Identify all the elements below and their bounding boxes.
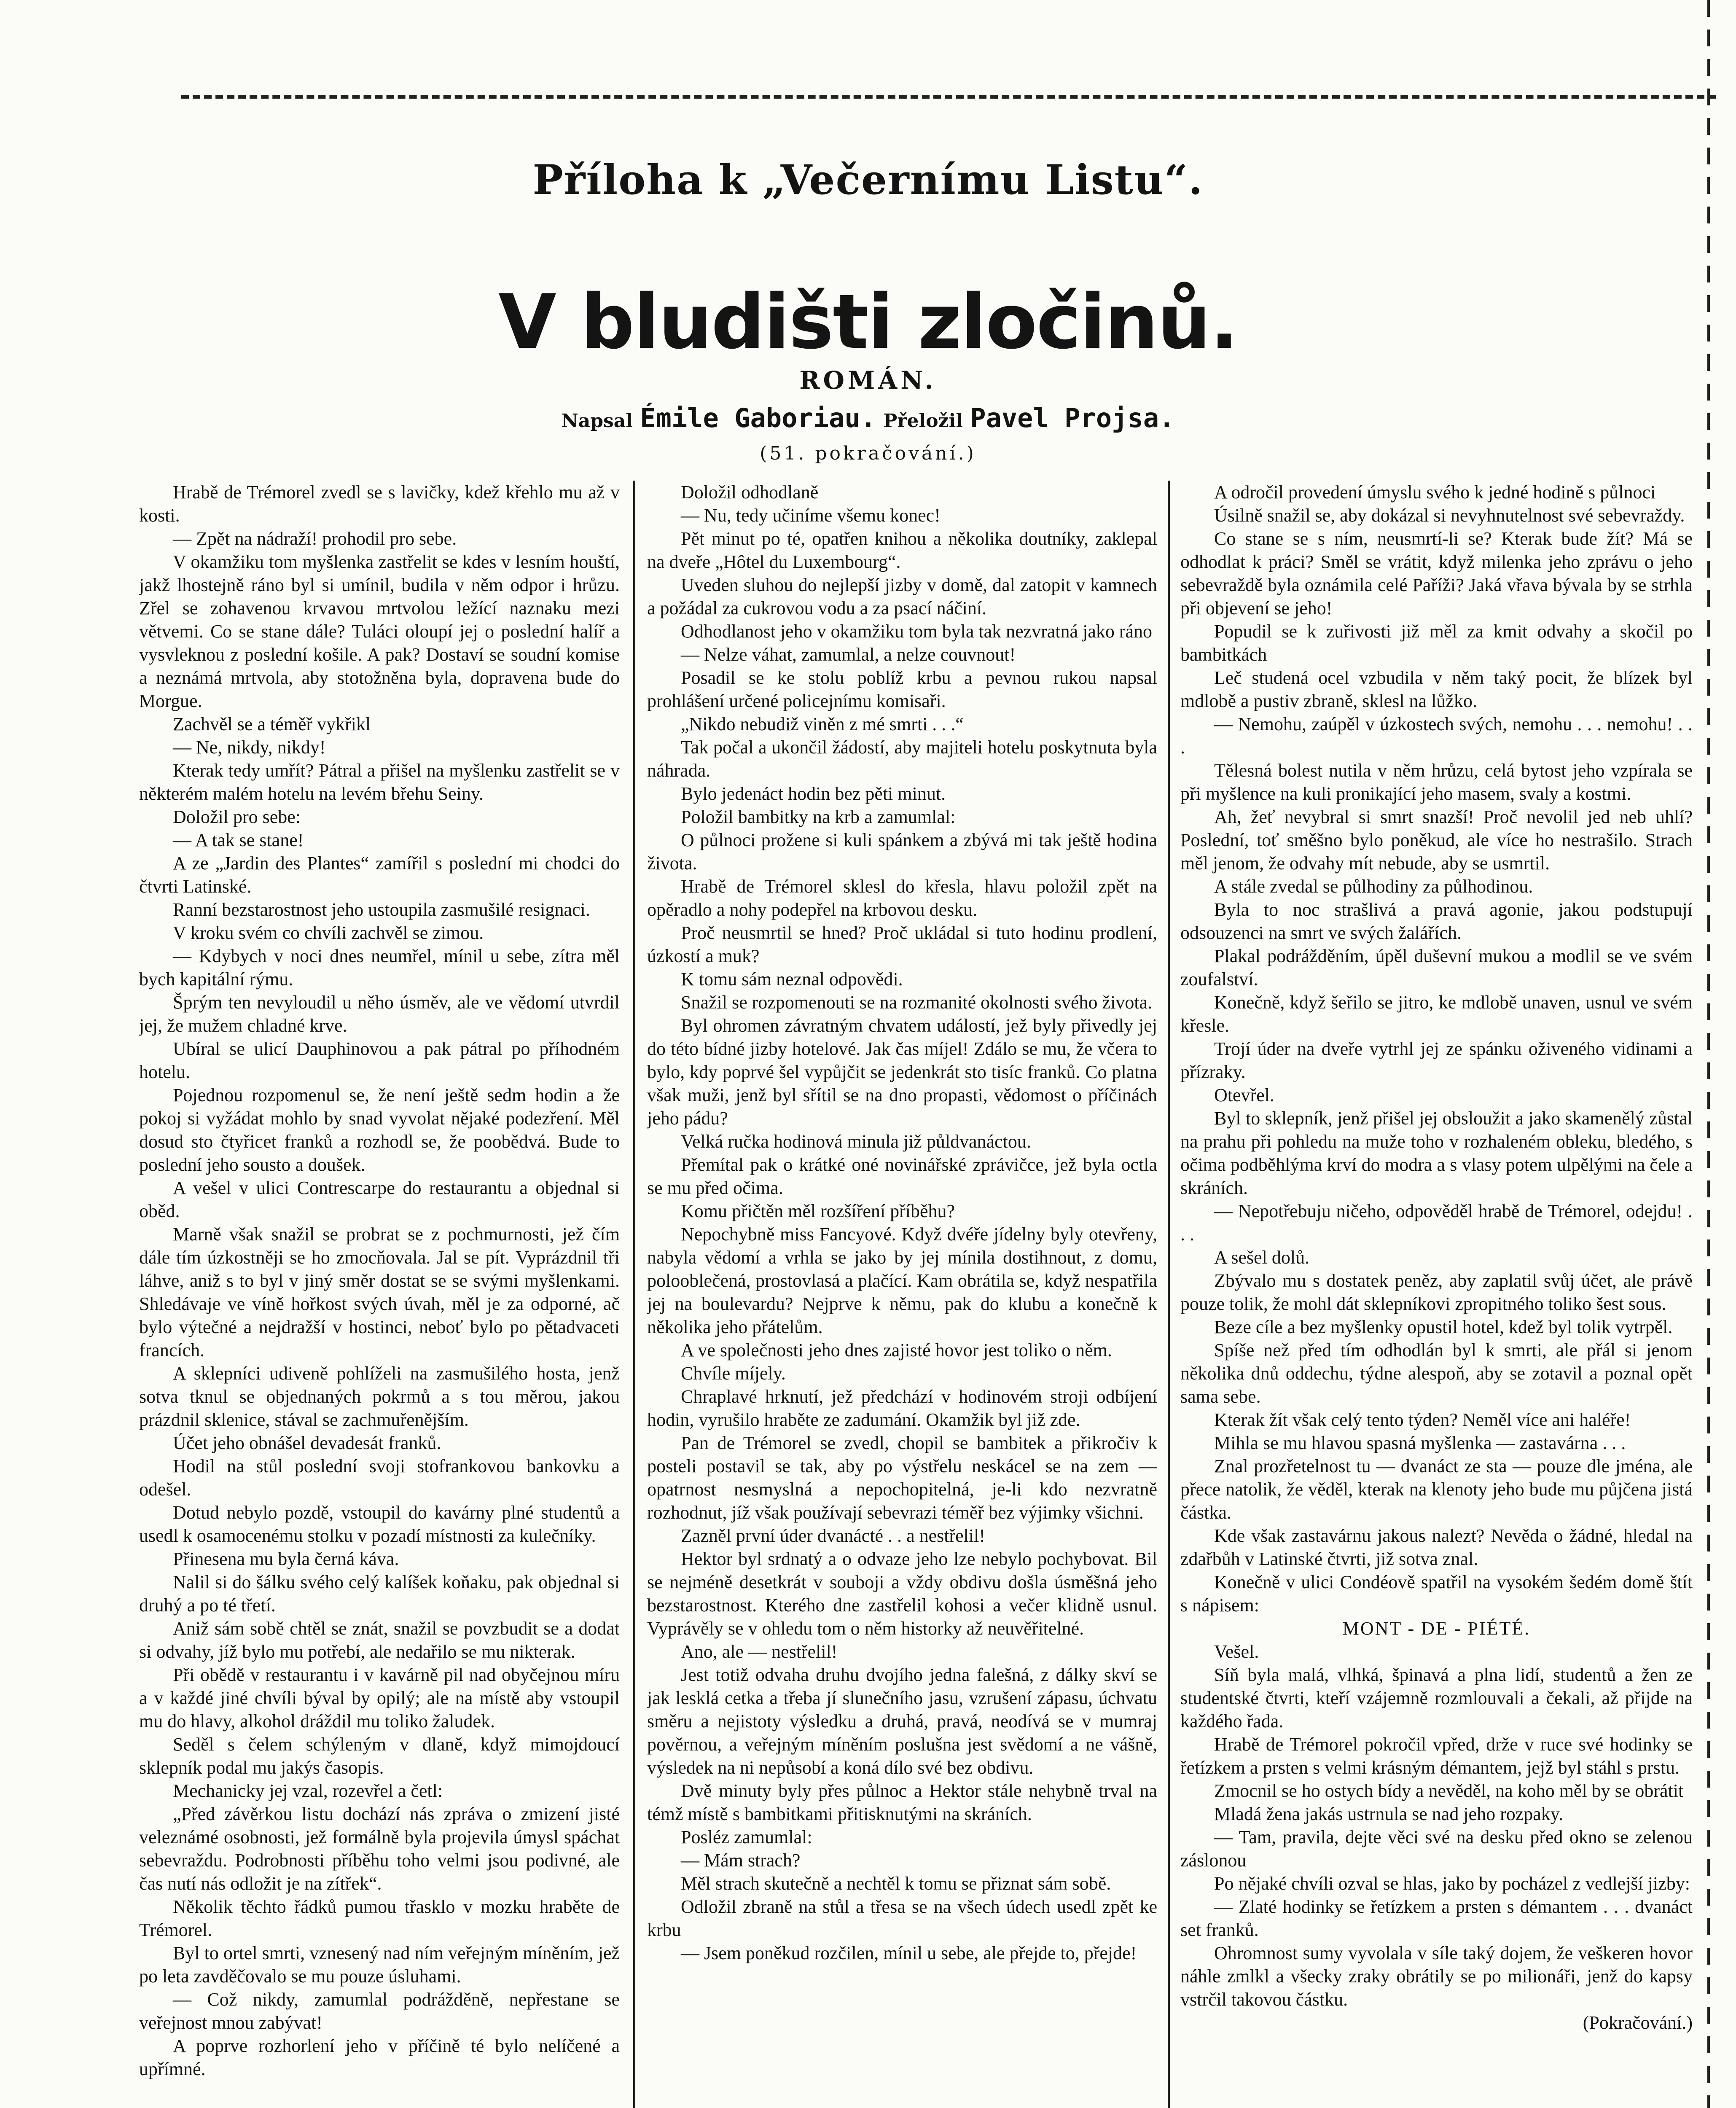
paragraph: — Kdybych v noci dnes neumřel, mínil u sebe, zítra měl bych kapitální rýmu.	[139, 946, 620, 989]
translator-name: Pavel Projsa.	[970, 403, 1175, 433]
paragraph: Trojí úder na dveře vytrhl jej ze spánku oživeného vidinami a přízraky.	[1180, 1038, 1693, 1082]
paragraph: Zmocnil se ho ostych bídy a nevěděl, na koho měl by se obrátit	[1214, 1780, 1684, 1801]
paragraph: Ano, ale — nestřelil!	[681, 1641, 838, 1662]
paragraph: Mladá žena jakás ustrnula se nad jeho rozpaky.	[1214, 1804, 1563, 1824]
paragraph: Pan de Trémorel se zvedl, chopil se bambitek a přikročiv k posteli postavil se tak, aby po výstřelu neskácel se na zem — opatrnost nesmyslná a nepochopitelná, je-li kdo nezvratně rozhodnut, jíž však používají sebevrazi téměř bez výjimky všichni.	[647, 1433, 1157, 1523]
paragraph: Otevřel.	[1214, 1085, 1274, 1105]
paragraph: Kterak žít však celý tento týden? Neměl více ani haléře!	[1214, 1409, 1631, 1430]
paragraph: Mechanicky jej vzal, rozevřel a četl:	[173, 1780, 443, 1801]
paragraph: Síň byla malá, vlhká, špinavá a plna lidí, studentů a žen ze studentské čtvrti, kteří vzájemně rozmlouvali a čekali, až přijde na každého řada.	[1180, 1664, 1693, 1732]
byline-translated: Přeložil	[883, 410, 963, 432]
paragraph: Bylo jedenáct hodin bez pěti minut.	[681, 783, 946, 804]
paragraph: Konečně v ulici Condéově spatřil na vysokém šedém domě štít s nápisem:	[1180, 1572, 1693, 1616]
paragraph: — Zlaté hodinky se řetízkem a prsten s démantem . . . dvanáct set franků.	[1180, 1896, 1693, 1940]
paragraph: Úsilně snažil se, aby dokázal si nevyhnutelnost své sebevraždy.	[1214, 505, 1685, 526]
paragraph: Snažil se rozpomenouti se na rozmanité okolnosti svého života.	[681, 992, 1153, 1013]
paragraph: — Jsem poněkud rozčilen, mínil u sebe, ale přejde to, přejde!	[681, 1943, 1137, 1963]
installment-number: (51. pokračování.)	[760, 443, 976, 464]
paragraph: Dvě minuty byly přes půlnoc a Hektor stále nehybně trval na témž místě s bambitkami přitisknutými na skráních.	[647, 1780, 1157, 1824]
column-separator	[633, 481, 635, 2108]
paragraph: Pět minut po té, opatřen knihou a několika doutníky, zaklepal na dveře „Hôtel du Luxembourg“.	[647, 528, 1157, 572]
byline	[0, 403, 1736, 433]
paragraph: Popudil se k zuřivosti již měl za kmit odvahy a skočil po bambitkách	[1180, 621, 1693, 665]
paragraph: Posléz zamumlal:	[681, 1827, 812, 1847]
paragraph: Komu přičtěn měl rozšíření příběhu?	[681, 1201, 955, 1221]
paragraph: A sklepníci udiveně pohlíželi na zasmušilého hosta, jenž sotva tknul se objednaných pokrmů a s tou měrou, jakou prázdnil sklenice, stával se zachmuřenějším.	[139, 1363, 620, 1430]
paragraph: Přinesena mu byla černá káva.	[173, 1549, 399, 1569]
paragraph: — Tam, pravila, dejte věci své na desku před okno se zelenou záslonou	[1180, 1827, 1693, 1871]
paragraph: V okamžiku tom myšlenka zastřelit se kdes v lesním houští, jakž lhostejně ráno byl si umínil, budila v něm odpor i hrůzu. Zřel se zohavenou krvavou mrtvolou ležící naznaku mezi větvemi. Co se stane dále? Tuláci oloupí jej o poslední halíř a vysvleknou z poslední košile. A pak? Dostaví se soudní komise a neznámá mrtvola, aby stotožněna byla, dopravena bude do Morgue.	[139, 551, 620, 711]
paragraph: Měl strach skutečně a nechtěl k tomu se přiznat sám sobě.	[681, 1873, 1111, 1894]
paragraph: — Nu, tedy učiníme všemu konec!	[681, 505, 941, 526]
paragraph: Nepochybně miss Fancyové. Když dvéře jídelny byly otevřeny, nabyla vědomí a vrhla se jako by jej mínila dostihnout, z domu, polooblečená, prostovlasá a plačící. Kam obrátila se, když nespatřila jej na boulevardu? Nejprve k němu, pak do klubu a konečně k několika jeho přátelům.	[647, 1224, 1157, 1337]
byline-wrote: Napsal	[561, 410, 633, 432]
paragraph: Položil bambitky na krb a zamumlal:	[681, 807, 956, 827]
paragraph: Zazněl první úder dvanácté . . a nestřelil!	[681, 1525, 986, 1546]
paragraph: Odhodlanost jeho v okamžiku tom byla tak nezvratná jako ráno	[681, 621, 1153, 642]
paragraph: Chvíle míjely.	[681, 1363, 786, 1384]
paragraph: Zbývalo mu s dostatek peněz, aby zaplatil svůj účet, ale právě pouze tolik, že mohl dát sklepníkovi zpropitného toliko šest sous.	[1180, 1270, 1693, 1314]
paragraph: K tomu sám neznal odpovědi.	[681, 969, 903, 989]
paragraph: Tělesná bolest nutila v něm hrůzu, celá bytost jeho vzpírala se při myšlence na kuli pronikající jeho masem, svaly a kostmi.	[1180, 760, 1693, 804]
paragraph: Seděl s čelem schýleným v dlaně, když mimojdoucí sklepník podal mu jakýs časopis.	[139, 1734, 620, 1778]
paragraph: „Nikdo nebudiž viněn z mé smrti . . .“	[681, 714, 964, 734]
novel-title: V bludišti zločinů.	[498, 278, 1238, 366]
paragraph: Účet jeho obnášel devadesát franků.	[173, 1433, 441, 1453]
paragraph: Znal prozřetelnost tu — dvanáct ze sta — pouze dle jména, ale přece natolik, že věděl, kterak na klenoty jeho bude mu půjčena jistá částka.	[1180, 1456, 1693, 1523]
paragraph: Kterak tedy umřít? Pátral a přišel na myšlenku zastřelit se v některém malém hotelu na levém břehu Seiny.	[139, 760, 620, 804]
paragraph: Při obědě v restaurantu i v kavárně pil nad obyčejnou míru a v každé jiné chvíli býval by opilý; ale na místě aby vstoupil mu do hlavy, alkohol dráždil mu toliko žaludek.	[139, 1664, 620, 1732]
paragraph: Odložil zbraně na stůl a třesa se na všech údech usedl zpět ke krbu	[647, 1896, 1157, 1940]
paragraph: A odročil provedení úmyslu svého k jedné hodině s půlnoci	[1214, 482, 1656, 503]
top-dashed-rule	[181, 95, 1716, 99]
paragraph: A ze „Jardin des Plantes“ zamířil s poslední mi chodci do čtvrti Latinské.	[139, 853, 620, 897]
paragraph: Byla to noc strašlivá a pravá agonie, jakou podstupují odsouzenci na smrt ve svých žalářích.	[1180, 899, 1693, 943]
paragraph: Hektor byl srdnatý a o odvaze jeho lze nebylo pochybovat. Bil se nejméně desetkrát v souboji a vždy obdivu došla úsměšná jeho bezstarostnost. Kterého dne zastřelil kohosi a večer klidně usnul. Vyprávěly se v ohledu tom o něm historky až neuvěřitelné.	[647, 1549, 1157, 1639]
paragraph: Zachvěl se a téměř vykřikl	[173, 714, 371, 734]
paragraph: A sešel dolů.	[1214, 1247, 1310, 1268]
paragraph: Několik těchto řádků pumou třasklo v mozku hraběte de Trémorel.	[139, 1896, 620, 1940]
text-column-2	[647, 481, 1157, 2108]
paragraph: Uveden sluhou do nejlepší jizby v domě, dal zatopit v kamnech a požádal za cukrovou vodu a za psací náčiní.	[647, 575, 1157, 618]
paragraph: — Nelze váhat, zamumlal, a nelze couvnout!	[681, 644, 1016, 665]
paragraph: A poprve rozhorlení jeho v příčině té bylo nelíčené a upřímné.	[139, 2035, 620, 2079]
genre-label: ROMÁN.	[799, 366, 937, 395]
paragraph: Ohromnost sumy vyvolala v síle taký dojem, že veškeren hovor náhle zmlkl a všecky zraky obrátily se po milionáři, jenž do kapsy vstrčil takovou částku.	[1180, 1943, 1693, 2010]
text-column-3	[1180, 481, 1693, 2108]
text-column-1	[139, 481, 620, 2108]
paragraph: Byl ohromen závratným chvatem událostí, jež byly přivedly jej do této bídné jizby hotelové. Jak čas míjel! Zdálo se mu, že včera to bylo, kdy poprvé šel vypůjčit se jedenkrát sto tisíc franků. Co platna však muži, jenž byl sřítil se na dno propasti, vědomost o příčinách jeho pádu?	[647, 1015, 1157, 1129]
paragraph: Chraplavé hrknutí, jež předchází v hodinovém stroji odbíjení hodin, vyrušilo hraběte ze zadumání. Okamžik byl již zde.	[647, 1386, 1157, 1430]
paragraph: Jest totiž odvaha druhu dvojího jedna falešná, z dálky skví se jak lesklá cetka a třeba jí slunečního jasu, vzrušení zápasu, úchvatu směru a nejistoty výsledku a druhá, pravá, neodívá se v mumraj pověrnou, a veřejným míněním poslušna jest svědomí a ne vášně, výsledek na ni nepůsobí a koná dílo své bez obdivu.	[647, 1664, 1157, 1778]
paragraph: Hrabě de Trémorel zvedl se s lavičky, kdež křehlo mu až v kosti.	[139, 482, 620, 526]
paragraph: — Zpět na nádraží! prohodil pro sebe.	[173, 528, 457, 549]
paragraph: Hrabě de Trémorel sklesl do křesla, hlavu položil zpět na opěradlo a nohy podepřel na krbovou desku.	[647, 876, 1157, 920]
paragraph: Dotud nebylo pozdě, vstoupil do kavárny plné studentů a usedl k osamocenému stolku v pozadí místnosti za kulečníky.	[139, 1502, 620, 1546]
paragraph: A stále zvedal se půlhodiny za půlhodinou.	[1214, 876, 1533, 897]
paragraph: Mihla se mu hlavou spasná myšlenka — zastavárna . . .	[1214, 1433, 1626, 1453]
paragraph: Aniž sám sobě chtěl se znát, snažil se povzbudit se a dodat si odvahy, jíž bylo mu potřebí, ale nedařilo se mu nikterak.	[139, 1618, 620, 1662]
paragraph: Kde však zastavárnu jakous nalezt? Nevěda o žádné, hledal na zdařbůh v Latinské čtvrti, již sotva znal.	[1180, 1525, 1693, 1569]
paragraph: Leč studená ocel vzbudila v něm taký pocit, že blízek byl mdlobě a pustiv zbraně, sklesl na lůžko.	[1180, 667, 1693, 711]
author-name: Émile Gaboriau.	[640, 403, 876, 433]
paragraph: Konečně, když šeřilo se jitro, ke mdlobě unaven, usnul ve svém křesle.	[1180, 992, 1693, 1036]
paragraph: — Nemohu, zaúpěl v úzkostech svých, nemohu . . . nemohu! . . .	[1180, 714, 1693, 758]
paragraph: Nalil si do šálku svého celý kalíšek koňaku, pak objednal si druhý a po té třetí.	[139, 1572, 620, 1616]
paragraph: Byl to sklepník, jenž přišel jej obsloužit a jako skamenělý zůstal na prahu při pohledu na muže toho v rozhaleném obleku, bledého, s očima podběhlýma krví do modra a s vlasy potem ulpělými na čele a skráních.	[1180, 1108, 1693, 1198]
paragraph: V kroku svém co chvíli zachvěl se zimou.	[173, 922, 484, 943]
paragraph: Hrabě de Trémorel pokročil vpřed, drže v ruce své hodinky se řetízkem a prsten s velmi krásným démantem, jejž byl stáhl s prstu.	[1180, 1734, 1693, 1778]
paragraph: — A tak se stane!	[173, 830, 304, 850]
paragraph: Tak počal a ukončil žádostí, aby majiteli hotelu poskytnuta byla náhrada.	[647, 737, 1157, 781]
paragraph: Po nějaké chvíli ozval se hlas, jako by pocházel z vedlejší jizby:	[1214, 1873, 1690, 1894]
paragraph: MONT - DE - PIÉTÉ.	[1342, 1618, 1531, 1639]
column-separator	[1168, 481, 1170, 2108]
paragraph: A ve společnosti jeho dnes zajisté hovor jest toliko o něm.	[681, 1340, 1112, 1361]
paragraph: Doložil pro sebe:	[173, 807, 301, 827]
paragraph: Byl to ortel smrti, vznesený nad ním veřejným míněním, jež po leta zavděčovalo se mu pouze úsluhami.	[139, 1943, 620, 1987]
paragraph: — Což nikdy, zamumlal podrážděně, nepřestane se veřejnost mnou zabývat!	[139, 1989, 620, 2033]
paragraph: Proč neusmrtil se hned? Proč ukládal si tuto hodinu prodlení, úzkostí a muk?	[647, 922, 1157, 966]
paragraph: — Mám strach?	[681, 1850, 801, 1871]
paragraph: — Nepotřebuju ničeho, odpověděl hrabě de Trémorel, odejdu! . . .	[1180, 1201, 1693, 1245]
paragraph: Ah, žeť nevybral si smrt snazší! Proč nevolil jed neb uhlí? Poslední, toť směšno bylo poněkud, ale více ho nestrašilo. Strach měl jenom, že odvahy mít nebude, aby se usmrtil.	[1180, 807, 1693, 874]
paragraph: Marně však snažil se probrat se z pochmurnosti, jež čím dále tím úzkostněji se ho zmocňovala. Jal se pít. Vyprázdnil tři láhve, aniž s to byl v jiný směr dostat se se svými myšlenkami. Shledávaje ve víně hořkost svých úvah, měl je za odporné, ač bylo výtečné a nejdražší v hostinci, neboť bylo po pětadvaceti francích.	[139, 1224, 620, 1361]
paragraph: Hodil na stůl poslední svoji stofrankovou bankovku a odešel.	[139, 1456, 620, 1500]
paragraph: Co stane se s ním, neusmrtí-li se? Kterak bude žít? Má se odhodlat k práci? Směl se vrátit, když milenka jeho zprávu o jeho sebevraždě byla oznámila celé Paříži? Jaká vřava bývala by se strhla při objevení se jeho!	[1180, 528, 1693, 618]
paragraph: Spíše než před tím odhodlán byl k smrti, ale přál si jenom několika dnů oddechu, týdne alespoň, aby se zotavil a poznal opět sama sebe.	[1180, 1340, 1693, 1407]
paragraph: Ranní bezstarostnost jeho ustoupila zasmušilé resignaci.	[173, 899, 590, 920]
paragraph: Vešel.	[1214, 1641, 1259, 1662]
paragraph: Přemítal pak o krátké oné novinářské zprávičce, jež byla octla se mu před očima.	[647, 1154, 1157, 1198]
paragraph: Doložil odhodlaně	[681, 482, 819, 503]
paragraph: — Ne, nikdy, nikdy!	[173, 737, 326, 758]
paragraph: Posadil se ke stolu poblíž krbu a pevnou rukou napsal prohlášení určené policejnímu komisaři.	[647, 667, 1157, 711]
paragraph: „Před závěrkou listu dochází nás zpráva o zmizení jisté veleznámé osobnosti, jež formálně byla projevila úmysl spáchat sebevraždu. Podrobnosti příběhu toho velmi jsou podivné, ale čas nutí nás odložit je na zítřek“.	[139, 1804, 620, 1894]
paragraph: O půlnoci prožene si kuli spánkem a zbývá mi tak ještě hodina života.	[647, 830, 1157, 874]
paragraph: Pojednou rozpomenul se, že není ještě sedm hodin a že pokoj si vyžádat mohlo by snad vyvolat nějaké podezření. Měl dosud sto čtyřicet franků a rozhodl se, že poobědvá. Bude to poslední jeho sousto a doušek.	[139, 1085, 620, 1175]
paragraph: Beze cíle a bez myšlenky opustil hotel, kdež byl tolik vytrpěl.	[1214, 1317, 1673, 1337]
paragraph: A vešel v ulici Contrescarpe do restaurantu a objednal si oběd.	[139, 1178, 620, 1221]
supplement-heading: Příloha k „Večernímu Listu“.	[532, 156, 1204, 204]
paragraph: Ubíral se ulicí Dauphinovou a pak pátral po příhodném hotelu.	[139, 1038, 620, 1082]
paragraph: (Pokračování.)	[1583, 2012, 1693, 2033]
paragraph: Šprým ten nevyloudil u něho úsměv, ale ve vědomí utvrdil jej, že mužem chladné krve.	[139, 992, 620, 1036]
paragraph: Velká ručka hodinová minula již půldvanáctou.	[681, 1131, 1031, 1152]
paragraph: Plakal podrážděním, úpěl duševní mukou a modlil se ve svém zoufalství.	[1180, 946, 1693, 989]
